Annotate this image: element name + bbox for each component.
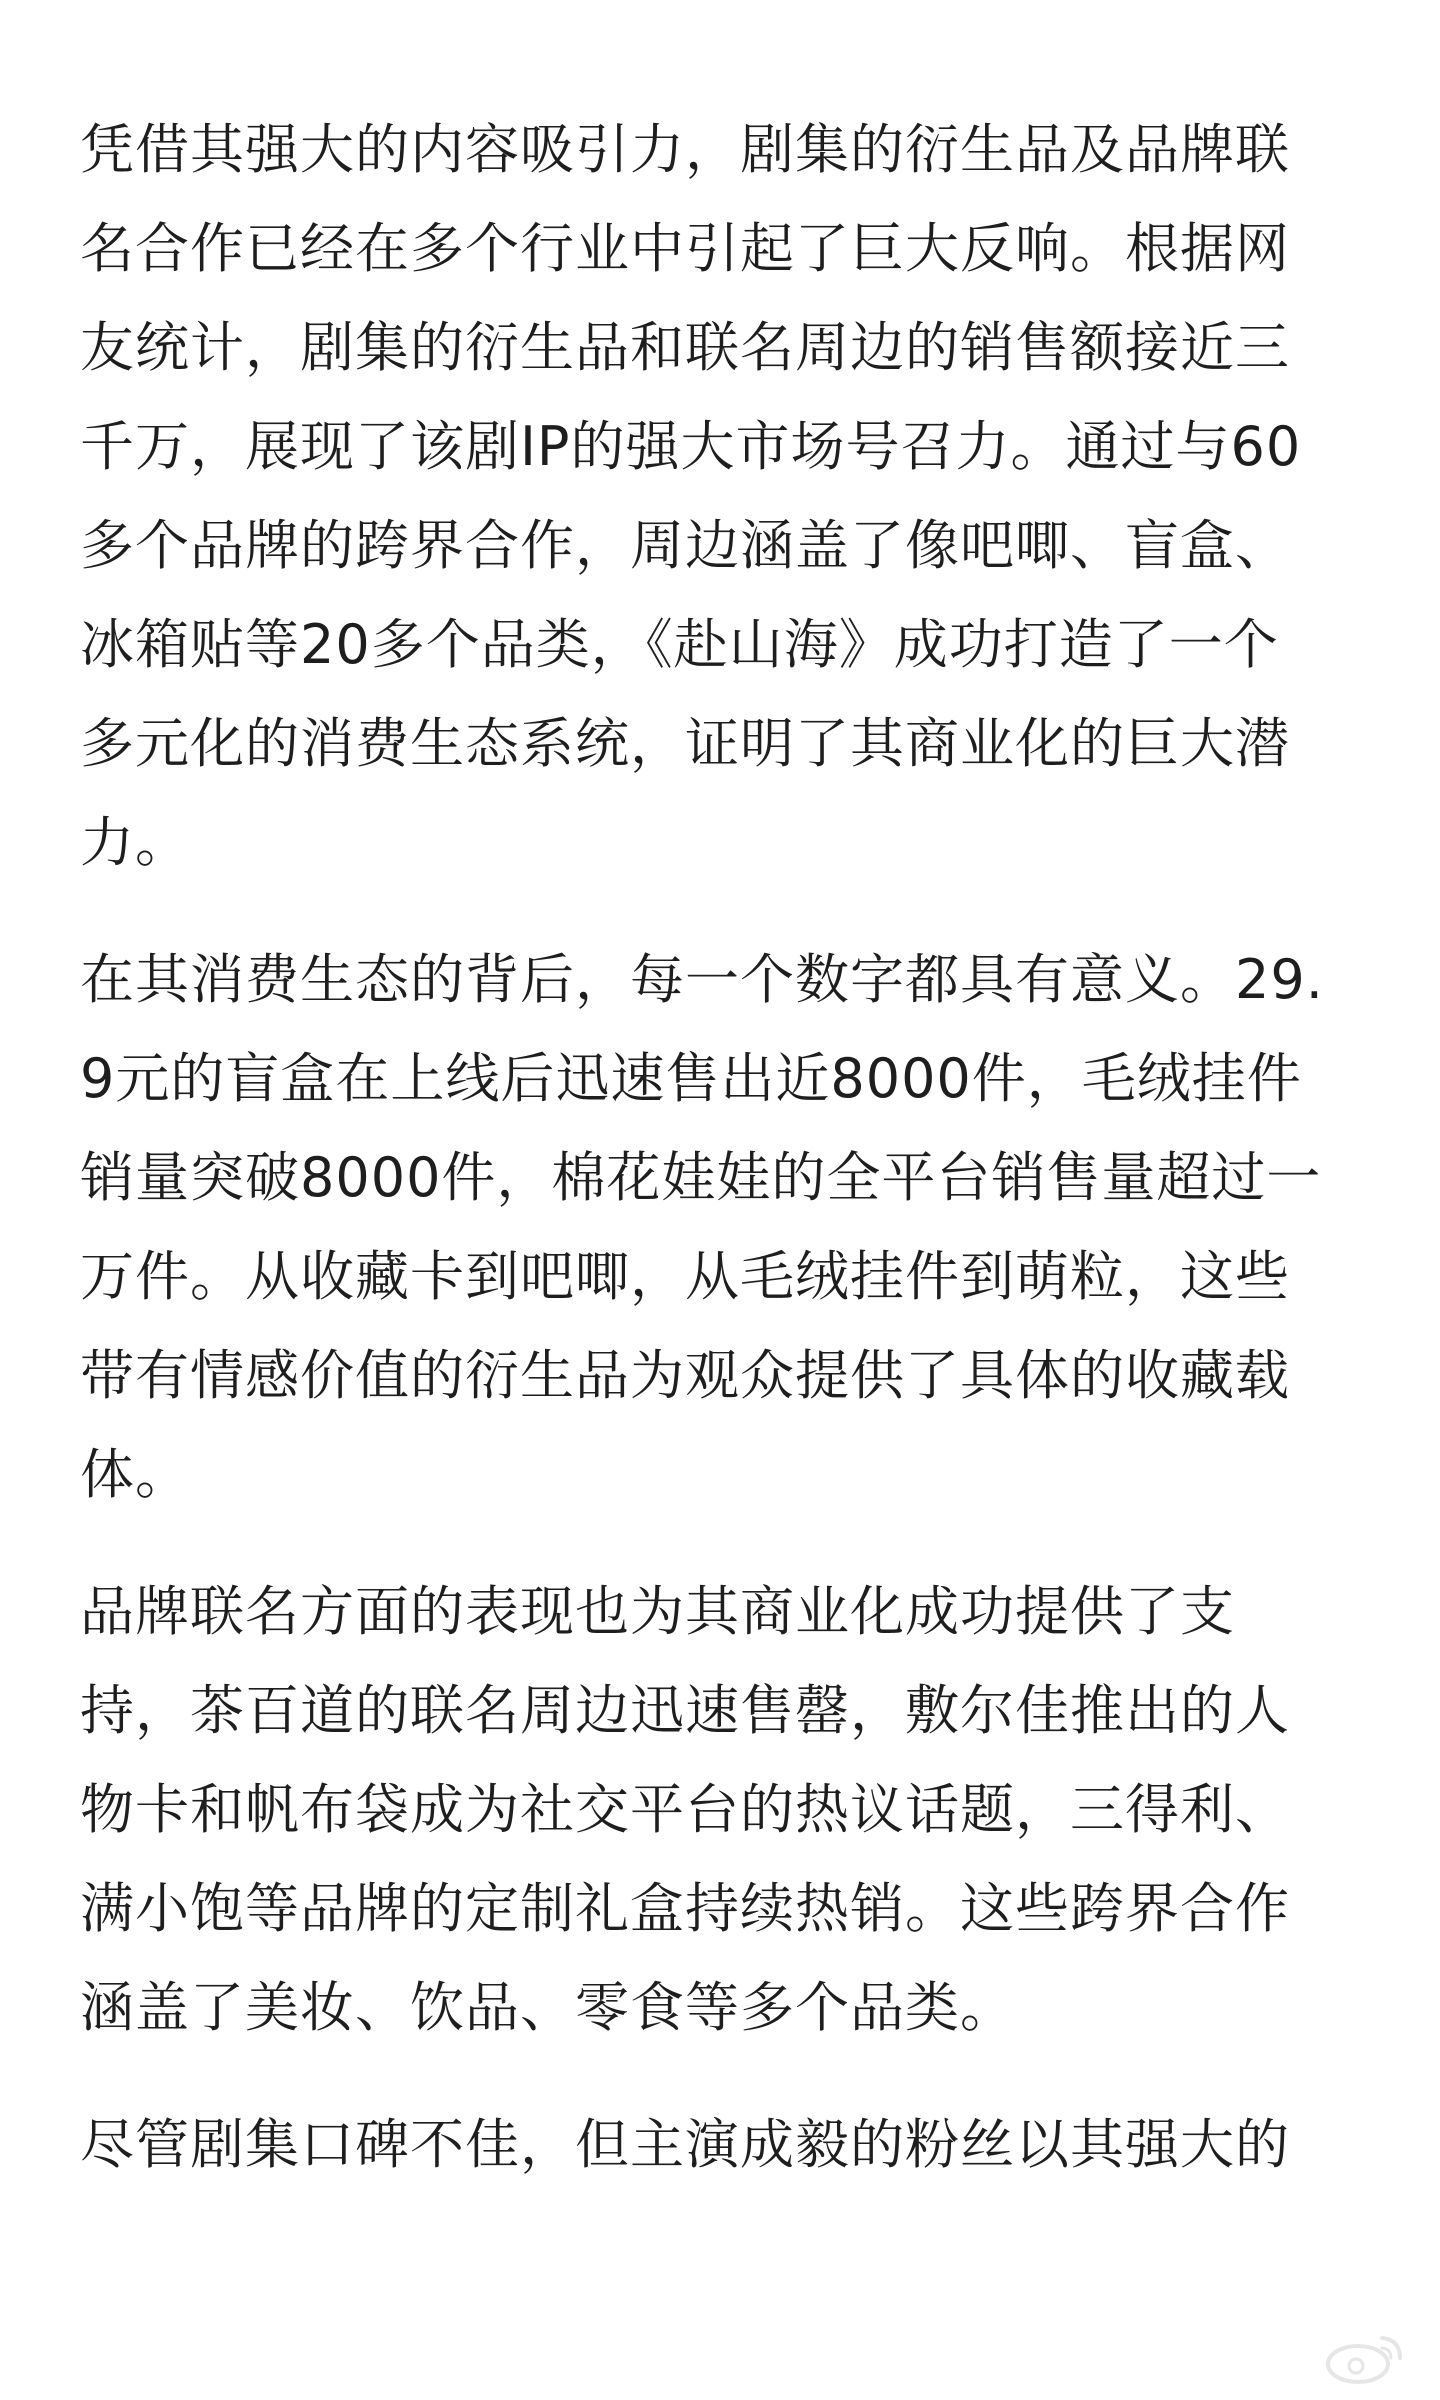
article-body [80,100,1370,2232]
text-line: 多个品牌的跨界合作，周边涵盖了像吧唧、盲盒、 [80,514,1290,577]
paragraph-1 [80,100,1370,892]
paragraph-3 [80,1562,1370,2057]
paragraph-2 [80,930,1370,1524]
text-line: 带有情感价值的衍生品为观众提供了具体的收藏载 [80,1344,1290,1407]
text-line: 物卡和帆布袋成为社交平台的热议话题，三得利、 [80,1778,1290,1841]
text-line: 力。 [80,811,190,874]
text-line: 凭借其强大的内容吸引力，剧集的衍生品及品牌联 [80,118,1290,181]
text-line: 多元化的消费生态系统，证明了其商业化的巨大潜 [80,712,1290,775]
watermark-logo-icon [1320,2328,1410,2388]
text-line: 9元的盲盒在上线后迅速售出近8000件，毛绒挂件 [80,1047,1302,1110]
text-line: 涵盖了美妆、饮品、零食等多个品类。 [80,1976,1015,2039]
text-line: 尽管剧集口碑不佳，但主演成毅的粉丝以其强大的 [80,2113,1290,2176]
text-line: 在其消费生态的背后，每一个数字都具有意义。29. [80,948,1324,1011]
paragraph-4 [80,2095,1370,2194]
text-line: 万件。从收藏卡到吧唧，从毛绒挂件到萌粒，这些 [80,1245,1290,1308]
text-line: 品牌联名方面的表现也为其商业化成功提供了支 [80,1580,1235,1643]
text-line: 持，茶百道的联名周边迅速售罄，敷尔佳推出的人 [80,1679,1290,1742]
text-line: 销量突破8000件，棉花娃娃的全平台销售量超过一 [80,1146,1322,1209]
text-line: 满小饱等品牌的定制礼盒持续热销。这些跨界合作 [80,1877,1290,1940]
text-line: 冰箱贴等20多个品类，《赴山海》成功打造了一个 [80,613,1279,676]
text-line: 友统计，剧集的衍生品和联名周边的销售额接近三 [80,316,1290,379]
text-line: 体。 [80,1443,190,1506]
text-line: 名合作已经在多个行业中引起了巨大反响。根据网 [80,217,1290,280]
text-line: 千万，展现了该剧IP的强大市场号召力。通过与60 [80,415,1302,478]
